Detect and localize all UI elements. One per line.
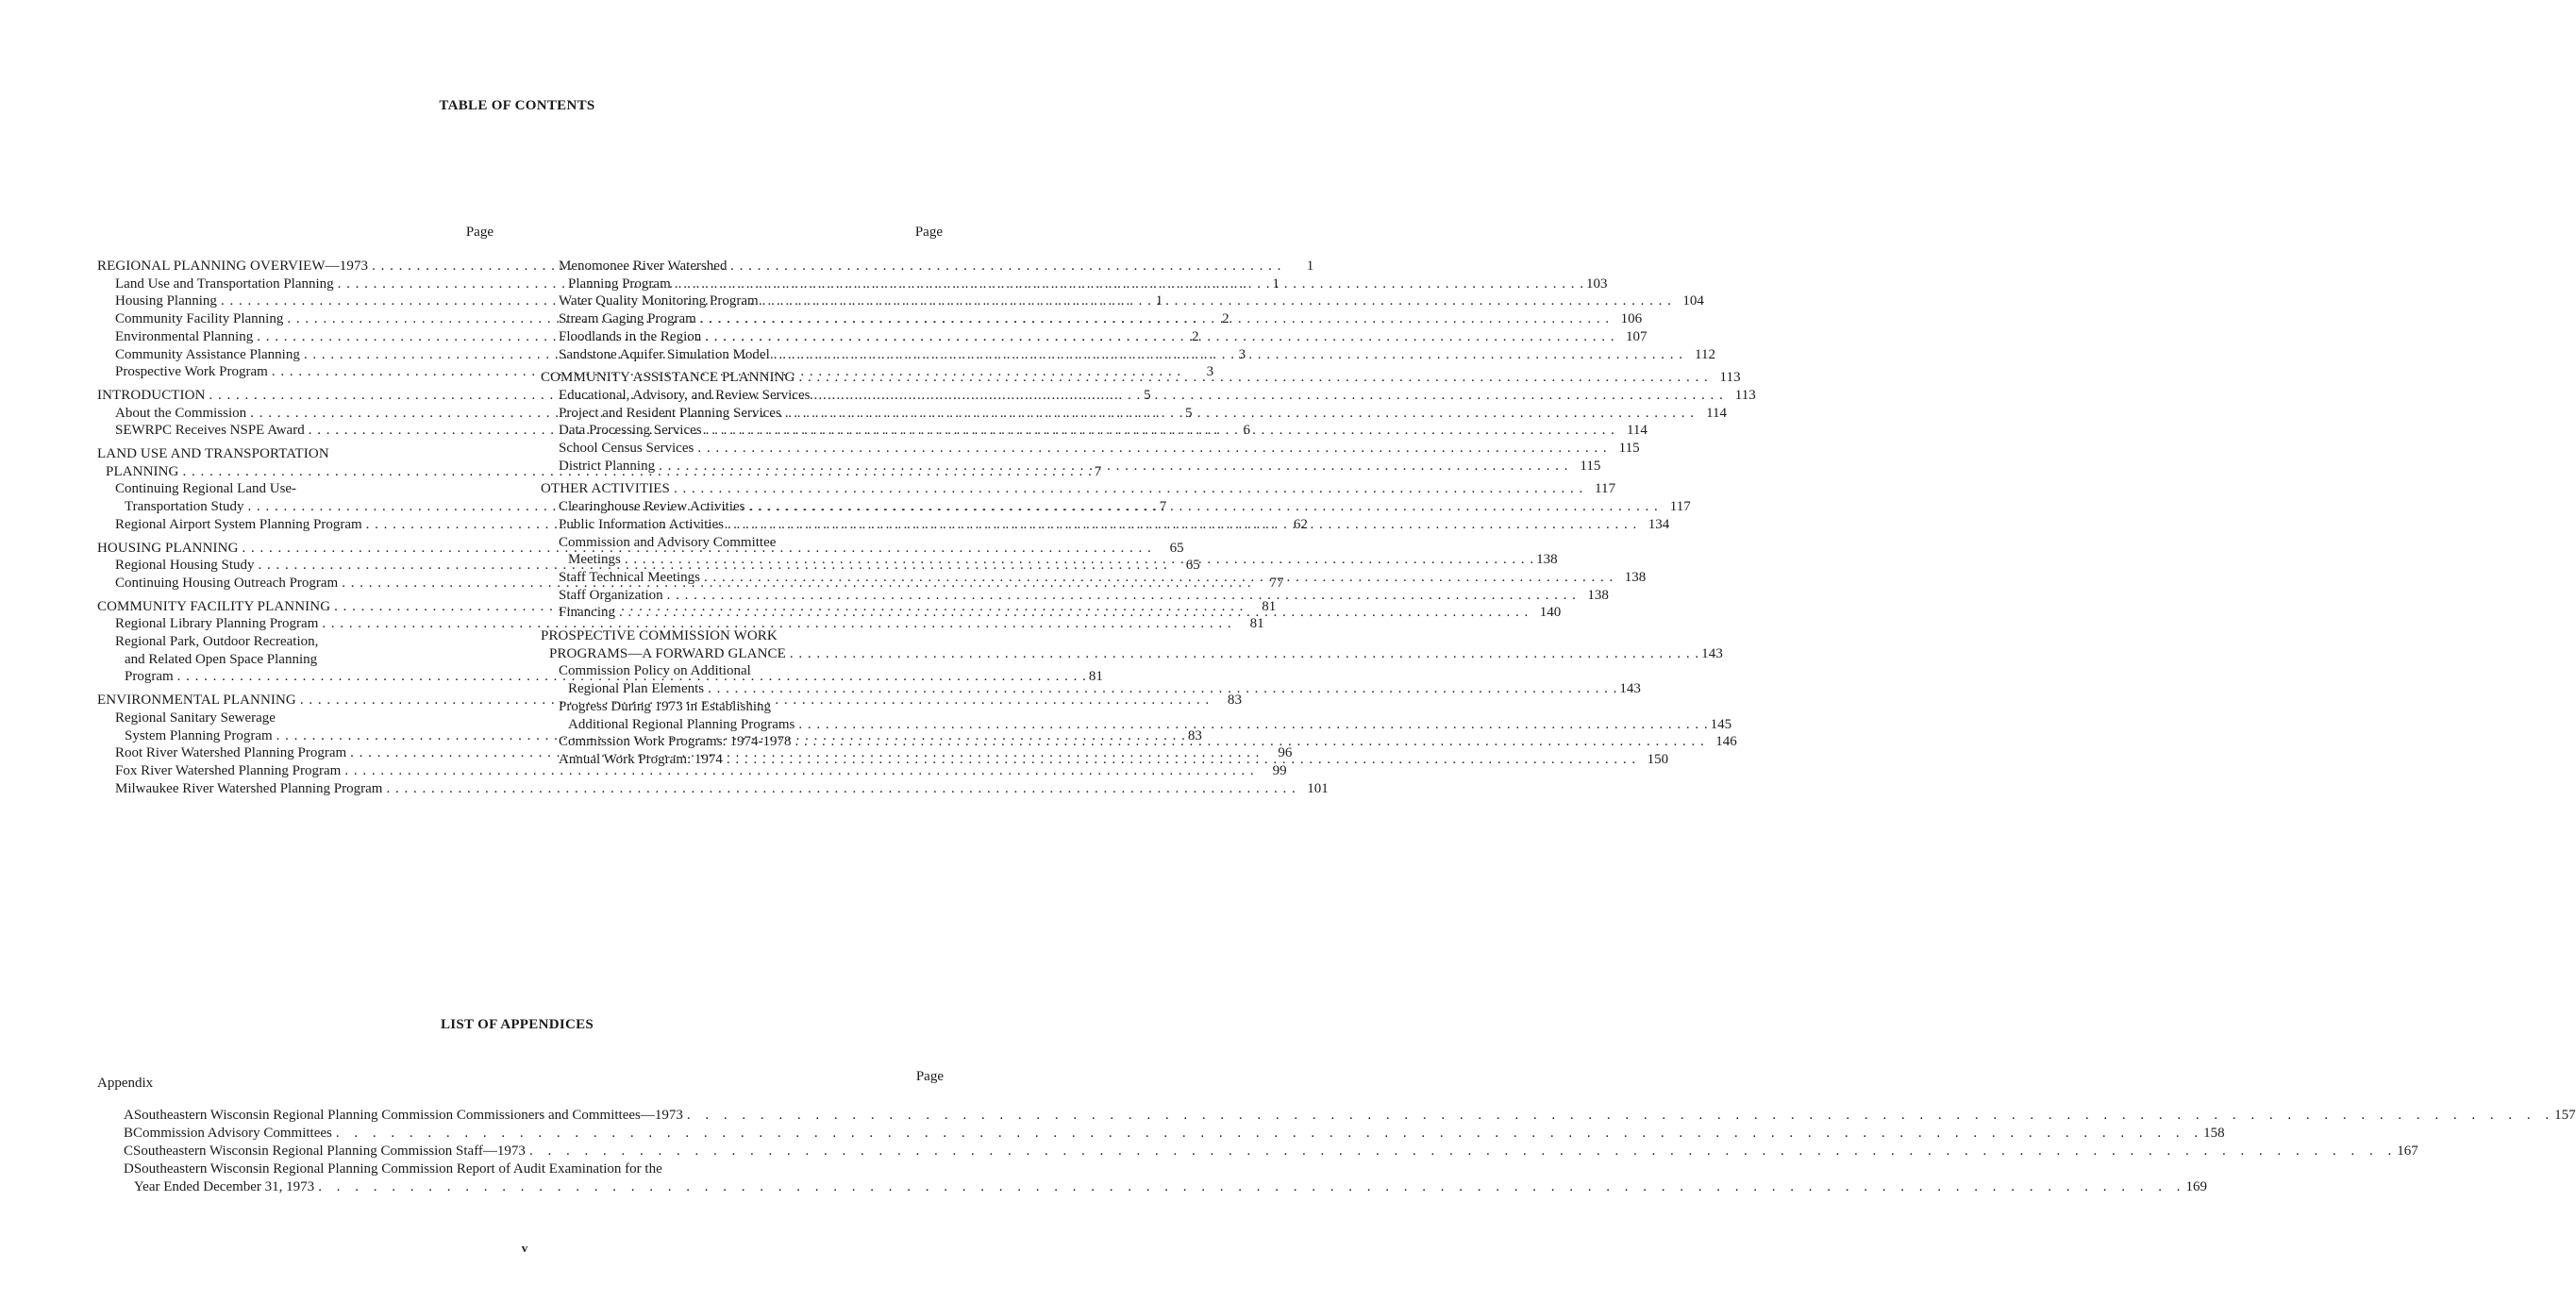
entry-title-line: Commission Work Programs: 1974-1978 [559, 734, 792, 750]
entry-page-number: 3 [1206, 364, 1214, 380]
entry-title-line: Stream Gaging Program [559, 311, 696, 327]
page-title: TABLE OF CONTENTS [439, 98, 595, 113]
entry-title-line: Commission and Advisory Committee [559, 534, 777, 550]
entry-title-line: Prospective Work Program [115, 364, 268, 380]
entry-title-line: COMMUNITY FACILITY PLANNING [97, 598, 331, 614]
entry-title-line: Planning Program [568, 275, 671, 292]
entry-title-line: Fox River Watershed Planning Program [115, 762, 342, 778]
entry-last-line [559, 405, 1728, 423]
dot-leader [694, 440, 1607, 458]
dot-leader [526, 1143, 2397, 1160]
dot-leader [701, 328, 1614, 346]
entry-page-number: 5 [1144, 387, 1151, 403]
entry-title-line: Data Processing Services [559, 423, 702, 439]
appendices-title: LIST OF APPENDICES [440, 1017, 594, 1032]
dot-leader [332, 1125, 2203, 1143]
toc-subsection-entry [97, 780, 1329, 798]
entry-page-number: 146 [1715, 734, 1737, 750]
entry-title-line: Sandstone Aquifer Simulation Model [559, 346, 770, 362]
appendix-title [134, 1107, 2554, 1125]
appendix-last-line [134, 1107, 2554, 1125]
entry-last-line [541, 645, 1723, 663]
entry-page-number: 104 [1682, 293, 1704, 309]
entry-page-number: 65 [1169, 540, 1184, 556]
entry-page-number: 145 [1710, 716, 1732, 732]
dot-leader [663, 587, 1577, 605]
page-number: v [521, 1241, 528, 1255]
entry-title-line: ENVIRONMENTAL PLANNING [97, 693, 296, 709]
toc-subsection-entry [541, 387, 1756, 405]
dot-leader [744, 498, 1658, 516]
appendix-title-line: Commission Advisory Committees [133, 1126, 332, 1141]
appendix-page-number: 169 [2185, 1179, 2207, 1194]
entry-title-line: and Related Open Space Planning [125, 651, 318, 667]
entry-page-number: 83 [1187, 727, 1202, 743]
appendices-header [97, 1069, 944, 1107]
entry-page-number: 81 [1249, 616, 1264, 632]
dot-leader [781, 405, 1695, 423]
appendix-title [133, 1125, 2203, 1143]
entry-last-line [115, 762, 1287, 780]
toc-subsection-entry [541, 422, 1648, 440]
appendix-row [97, 1107, 2576, 1125]
dot-leader [314, 1178, 2185, 1196]
entry-page-number: 81 [1088, 669, 1103, 685]
appendix-page-number: 157 [2554, 1108, 2576, 1123]
entry-title-line: Regional Plan Elements [568, 681, 705, 697]
entry-title-line: PROGRAMS—A FORWARD GLANCE [549, 645, 786, 661]
entry-page-number: 138 [1587, 587, 1609, 603]
dot-leader [810, 387, 1723, 405]
entry-page-number: 81 [1262, 598, 1277, 614]
dot-leader [671, 276, 1584, 292]
entry-title-line: Regional Airport System Planning Program [115, 516, 362, 532]
entry-title-line: COMMUNITY ASSISTANCE PLANNING [541, 370, 795, 386]
entry-title-line: Land Use and Transportation Planning [115, 275, 334, 292]
entry-title-line: Public Information Activities [559, 516, 724, 532]
appendix-row [97, 1143, 2418, 1160]
appendix-page-number: 158 [2203, 1126, 2225, 1141]
toc-subsection-entry [541, 328, 1648, 346]
entry-last-line [559, 346, 1715, 364]
dot-leader [795, 717, 1708, 732]
appendix-row [97, 1160, 2207, 1196]
entry-page-number: 112 [1695, 346, 1715, 362]
entry-page-number: 7 [1094, 463, 1102, 479]
entry-title-line: Housing Planning [115, 293, 217, 309]
appendix-last-line [133, 1125, 2203, 1143]
entry-page-number: 114 [1706, 405, 1728, 421]
toc-subsection-entry [541, 292, 1704, 310]
entry-title-line: Transportation Study [125, 499, 244, 515]
entry-page-number: 107 [1626, 328, 1648, 344]
appendices-list [97, 1069, 2576, 1196]
entry-title-line: Staff Organization [559, 587, 663, 603]
dot-leader [795, 369, 1709, 387]
entry-last-line [559, 275, 1608, 293]
appendix-row [97, 1125, 2225, 1143]
entry-title-line: Progress During 1973 in Establishing [559, 698, 771, 714]
entry-title-line: School Census Services [559, 441, 694, 457]
entry-page-number: 103 [1586, 275, 1608, 292]
appendix-last-line [133, 1143, 2397, 1160]
entry-last-line [541, 369, 1741, 387]
toc-subsection-entry [541, 405, 1728, 423]
entry-page-number: 117 [1669, 499, 1691, 515]
entry-title-line: Menomonee River Watershed [559, 259, 728, 274]
entry-page-number: 143 [1701, 645, 1723, 661]
dot-leader [382, 780, 1296, 798]
entry-page-number: 1 [1155, 293, 1163, 309]
entry-page-number: 115 [1618, 441, 1640, 457]
dot-leader [759, 292, 1672, 310]
toc-subsection-entry [541, 458, 1601, 476]
entry-title-line: LAND USE AND TRANSPORTATION [97, 446, 329, 462]
entry-last-line [115, 615, 1264, 633]
entry-last-line [559, 458, 1601, 476]
toc-section-entry [541, 480, 1616, 498]
entry-title-line: OTHER ACTIVITIES [541, 481, 671, 497]
entry-page-number: 7 [1159, 499, 1167, 515]
appendix-letter: C [124, 1143, 134, 1159]
appendix-last-line [134, 1178, 2186, 1196]
entry-page-number: 117 [1595, 481, 1616, 497]
entry-title-line: Community Assistance Planning [115, 346, 300, 362]
entry-title-line: Additional Regional Planning Programs [568, 716, 795, 732]
toc-subsection-entry [541, 258, 1608, 292]
entry-page-number: 99 [1272, 762, 1287, 778]
appendix-column-header: Appendix [97, 1076, 154, 1091]
entry-page-number: 65 [1185, 558, 1200, 574]
toc-subsection-entry [541, 587, 1609, 605]
entry-page-number: 138 [1624, 569, 1647, 585]
entry-title-line: Regional Sanitary Sewerage [115, 709, 276, 726]
toc-section-entry [541, 369, 1741, 387]
entry-title-line: Meetings [568, 552, 621, 568]
entry-title-line: Regional Park, Outdoor Recreation, [115, 634, 319, 650]
page-column-header: Page [465, 225, 493, 240]
appendix-rows [97, 1107, 2576, 1196]
toc-subsection-entry [541, 310, 1643, 328]
entry-last-line [559, 328, 1648, 346]
dot-leader [770, 346, 1683, 364]
dot-leader [786, 646, 1699, 661]
entry-last-line [559, 440, 1640, 458]
page-column-header: Page [914, 225, 943, 240]
entry-last-line [115, 780, 1329, 798]
entry-title-line: Financing [559, 605, 615, 621]
entry-title-line: Project and Resident Planning Services [559, 405, 781, 421]
toc-subsection-entry [541, 498, 1691, 516]
dot-leader [700, 569, 1614, 587]
toc-subsection-entry [97, 615, 1264, 633]
entry-page-number: 2 [1191, 328, 1199, 344]
appendix-title-line: Southeastern Wisconsin Regional Planning Commission Staff—1973 [133, 1143, 526, 1159]
dot-leader [696, 310, 1610, 328]
entry-title-line: System Planning Program [125, 727, 273, 743]
appendix-title-line: Southeastern Wisconsin Regional Planning Commission Report of Audit Examination for the [133, 1161, 662, 1177]
entry-title-line: Regional Library Planning Program [115, 616, 319, 632]
dot-leader [723, 751, 1636, 769]
dot-leader [791, 733, 1704, 751]
entry-title-line: Floodlands in the Region [559, 328, 702, 344]
entry-page-number: 77 [1269, 575, 1284, 591]
entry-title-line: SEWRPC Receives NSPE Award [115, 423, 305, 439]
entry-last-line [559, 422, 1648, 440]
dot-leader [724, 516, 1637, 534]
entry-title-line: Regional Housing Study [115, 558, 255, 574]
dot-leader [621, 552, 1534, 567]
dot-leader [702, 422, 1615, 440]
entry-page-number: 6 [1243, 423, 1250, 439]
entry-page-number: 150 [1647, 751, 1669, 767]
entry-page-number: 62 [1293, 516, 1308, 532]
entry-title-line: PLANNING [106, 463, 179, 479]
entry-title-line: Educational, Advisory, and Review Services [559, 387, 811, 403]
entry-title-line: Community Facility Planning [115, 311, 284, 327]
entry-title-line: INTRODUCTION [97, 387, 206, 403]
entry-last-line [559, 587, 1609, 605]
entry-page-number: 5 [1184, 405, 1193, 421]
entry-page-number: 113 [1734, 387, 1756, 403]
entry-page-number: 143 [1619, 681, 1641, 697]
entry-title-line: District Planning [559, 458, 656, 474]
entry-page-number: 114 [1626, 423, 1648, 439]
entry-page-number: 134 [1648, 516, 1670, 532]
entry-title-line: Continuing Regional Land Use- [115, 481, 297, 497]
entry-title-line: Water Quality Monitoring Program [559, 293, 759, 309]
dot-leader [655, 458, 1568, 476]
entry-last-line [559, 387, 1756, 405]
appendix-title [133, 1143, 2397, 1160]
entry-title-line: Milwaukee River Watershed Planning Program [115, 780, 383, 796]
appendix-title [134, 1160, 2186, 1196]
dot-leader [704, 681, 1617, 696]
dot-leader [615, 604, 1529, 622]
entry-last-line [559, 716, 1732, 734]
entry-last-line [559, 680, 1641, 698]
entry-page-number: 113 [1719, 370, 1741, 386]
entry-title-line: PROSPECTIVE COMMISSION WORK [541, 628, 778, 644]
entry-page-number: 96 [1278, 745, 1293, 761]
entry-title-line: Root River Watershed Planning Program [115, 745, 347, 761]
entry-page-number: 2 [1222, 311, 1229, 327]
appendix-letter: A [124, 1108, 134, 1123]
appendix-title-line: Southeastern Wisconsin Regional Planning Commission Commissioners and Committees—1973 [133, 1108, 683, 1123]
toc-section-entry [541, 627, 1723, 662]
entry-page-number: 138 [1536, 552, 1558, 568]
entry-page-number: 83 [1227, 693, 1243, 709]
entry-title-line: About the Commission [115, 405, 247, 421]
toc-subsection-entry [97, 762, 1287, 780]
entry-page-number: 106 [1620, 311, 1643, 327]
toc-subsection-entry [541, 346, 1715, 364]
entry-title-line: Clearinghouse Review Activities [559, 499, 745, 515]
entry-page-number: 3 [1238, 346, 1246, 362]
entry-last-line [559, 498, 1691, 516]
entry-page-number: 101 [1307, 780, 1329, 796]
entry-page-number: 1 [1306, 259, 1314, 274]
entry-title-line: Environmental Planning [115, 328, 254, 344]
entry-page-number: 115 [1580, 458, 1601, 474]
entry-title-line: REGIONAL PLANNING OVERVIEW—1973 [97, 259, 369, 274]
toc-subsection-entry [541, 440, 1640, 458]
dot-leader [670, 480, 1583, 498]
page-column-header: Page [915, 1069, 944, 1084]
entry-title-line: Annual Work Program: 1974 [559, 751, 723, 767]
entry-title-line: Continuing Housing Outreach Program [115, 575, 339, 591]
appendix-letter: D [124, 1161, 134, 1177]
entry-last-line [559, 292, 1704, 310]
entry-title-line: Program [125, 669, 174, 685]
entry-title-line: Staff Technical Meetings [559, 569, 701, 585]
entry-title-line: Commission Policy on Additional [559, 663, 751, 679]
dot-leader [683, 1107, 2554, 1125]
appendix-page-number: 167 [2397, 1143, 2418, 1159]
entry-title-line: HOUSING PLANNING [97, 540, 239, 556]
appendix-letter: B [124, 1126, 134, 1141]
entry-page-number: 140 [1539, 605, 1562, 621]
appendix-title-line: Year Ended December 31, 1973 [133, 1179, 315, 1194]
entry-last-line [559, 310, 1643, 328]
entry-page-number: 1 [1272, 275, 1280, 292]
entry-last-line [541, 480, 1616, 498]
